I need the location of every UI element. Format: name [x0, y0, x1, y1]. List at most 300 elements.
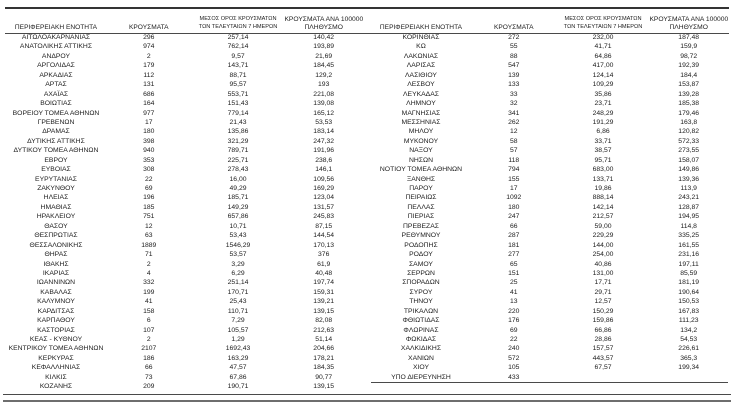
cell-cases: 13 [510, 298, 518, 306]
cell-cases: 17 [145, 118, 153, 126]
cell-cases: 66 [510, 222, 518, 230]
cell-avg7: 17,71 [594, 279, 612, 287]
cell-per100k: 139,08 [313, 100, 335, 108]
table-row [6, 373, 363, 382]
cell-per100k: 82,08 [315, 317, 333, 325]
cell-cases: 151 [508, 269, 520, 277]
cell-avg7: 683,00 [592, 166, 614, 174]
table-row [371, 326, 728, 335]
cell-region: ΤΗΝΟΥ [409, 298, 433, 306]
table-row [371, 269, 728, 278]
cell-cases: 73 [145, 373, 153, 381]
bottom-horizontal-rule-2 [3, 400, 731, 402]
cell-region: ΔΡΑΜΑΣ [42, 128, 70, 136]
cell-region: ΧΑΛΚΙΔΙΚΗΣ [400, 345, 442, 353]
column-header-region: ΠΕΡΙΦΕΡΕΙΑΚΗ ΕΝΟΤΗΤΑ [379, 23, 463, 31]
cell-region: ΜΗΛΟΥ [408, 128, 434, 136]
cell-per100k: 231,16 [678, 251, 700, 259]
cell-cases: 63 [145, 232, 153, 240]
cell-avg7: 23,71 [594, 100, 612, 108]
cell-per100k: 185,38 [678, 100, 700, 108]
cell-avg7: 151,43 [227, 100, 249, 108]
cell-avg7: 131,00 [592, 269, 614, 277]
cell-per100k: 169,29 [313, 185, 335, 192]
table-row [371, 42, 728, 51]
cell-per100k: 51,14 [315, 336, 333, 343]
cell-avg7: 49,29 [229, 185, 247, 192]
cell-region: ΞΑΝΘΗΣ [406, 175, 436, 183]
cell-region: ΚΕΡΚΥΡΑΣ [38, 354, 74, 362]
cell-cases: 105 [508, 364, 520, 372]
cell-per100k: 572,33 [678, 137, 700, 145]
cell-cases: 41 [510, 288, 518, 296]
cell-avg7: 157,57 [592, 345, 614, 353]
cell-avg7: 110,71 [227, 307, 249, 315]
cell-per100k: 53,53 [315, 118, 333, 126]
table-row [371, 109, 728, 118]
cell-per100k: 54,53 [680, 336, 698, 343]
cell-per100k: 204,66 [313, 345, 335, 353]
table-row [6, 307, 363, 316]
column-header-avg7-line2: ΤΩΝ ΤΕΛΕΥΤΑΙΩΝ 7 ΗΜΕΡΩΝ [198, 23, 278, 30]
cell-per100k: 128,87 [678, 203, 700, 211]
cell-cases: 308 [143, 166, 155, 174]
cell-avg7: 10,71 [229, 222, 247, 230]
cell-avg7: 53,57 [229, 251, 247, 259]
column-header-per100k-line2: ΠΛΗΘΥΣΜΟ [669, 23, 708, 31]
cell-cases: 88 [510, 52, 518, 60]
cell-avg7: 12,57 [594, 298, 612, 306]
cell-per100k: 181,19 [678, 279, 700, 287]
table-row [6, 260, 363, 269]
cell-per100k: 113,9 [680, 185, 697, 192]
cell-avg7: 144,00 [592, 241, 614, 249]
cell-region: ΓΡΕΒΕΝΩΝ [37, 118, 75, 126]
cell-region: ΦΩΚΙΔΑΣ [405, 336, 437, 343]
cell-cases: 180 [143, 128, 155, 136]
table-row [371, 156, 728, 165]
cell-per100k: 190,64 [678, 288, 700, 296]
cell-cases: 55 [510, 43, 518, 51]
cell-cases: 398 [143, 137, 155, 145]
column-header-cases: ΚΡΟΥΣΜΑΤΑ [129, 23, 169, 31]
column-header-avg7 [192, 16, 285, 33]
cell-region: ΚΑΒΑΛΑΣ [40, 288, 72, 296]
cell-region: ΠΡΕΒΕΖΑΣ [403, 222, 439, 230]
cell-region: ΘΕΣΣΑΛΟΝΙΚΗΣ [29, 241, 83, 249]
cell-avg7: 67,57 [594, 364, 612, 372]
cell-per100k: 131,57 [313, 203, 335, 211]
cell-avg7: 95,71 [594, 156, 612, 164]
table-row [371, 212, 728, 221]
table-row [371, 278, 728, 287]
column-header-per100k-line2: ΠΛΗΘΥΣΜΟ [304, 23, 343, 31]
cell-avg7: 225,71 [227, 156, 249, 164]
regional-units-table-right [371, 10, 728, 383]
table-row [6, 335, 363, 344]
cell-avg7: 124,14 [592, 71, 614, 79]
cell-avg7: 66,86 [594, 326, 612, 334]
cell-region: ΠΑΡΟΥ [409, 185, 433, 192]
table-row [6, 71, 363, 80]
cell-region: ΣΥΡΟΥ [409, 288, 433, 296]
cell-per100k: 183,14 [313, 128, 335, 136]
cell-cases: 155 [508, 175, 520, 183]
table-row [371, 61, 728, 70]
table-row [6, 90, 363, 99]
cell-per100k: 194,95 [678, 213, 700, 221]
cell-cases: 940 [143, 147, 155, 155]
cell-cases: 247 [508, 213, 520, 221]
table-row [6, 61, 363, 70]
cell-avg7: 232,00 [592, 34, 614, 41]
cell-per100k: 376 [318, 251, 330, 259]
cell-avg7: 321,29 [227, 137, 249, 145]
table-row [371, 52, 728, 61]
cell-per100k: 221,08 [313, 90, 335, 98]
table-row [371, 90, 728, 99]
cell-region: ΣΑΜΟΥ [408, 260, 433, 268]
cell-region: ΖΑΚΥΝΘΟΥ [37, 185, 75, 192]
cell-region: ΕΥΒΟΙΑΣ [41, 166, 71, 174]
cell-cases: 112 [143, 71, 155, 79]
cell-cases: 176 [508, 317, 520, 325]
cell-cases: 572 [508, 354, 520, 362]
cell-region: ΕΒΡΟΥ [44, 156, 68, 164]
table-row [371, 288, 728, 297]
table-row [371, 316, 728, 325]
cell-region: ΠΙΕΡΙΑΣ [407, 213, 435, 221]
cell-region: ΘΗΡΑΣ [44, 251, 68, 259]
cell-cases: 66 [145, 364, 153, 372]
column-header-per100k [649, 16, 728, 33]
cell-avg7 [557, 373, 650, 382]
cell-cases: 977 [143, 109, 155, 117]
cell-cases: 1889 [141, 241, 157, 249]
cell-avg7: 417,00 [592, 62, 614, 70]
cell-region: ΗΛΕΙΑΣ [43, 194, 69, 202]
cell-cases: 181 [508, 241, 520, 249]
cell-avg7: 170,71 [227, 288, 249, 296]
cell-region: ΚΑΛΥΜΝΟΥ [37, 298, 75, 306]
cell-avg7: 1,29 [231, 336, 245, 343]
cell-avg7: 9,57 [231, 52, 245, 60]
cell-cases: 6 [146, 317, 151, 325]
table-row [371, 99, 728, 108]
cell-cases: 32 [510, 100, 518, 108]
cell-avg7: 133,71 [592, 175, 614, 183]
cell-avg7: 109,29 [592, 81, 614, 89]
cell-cases: 199 [143, 288, 155, 296]
table-row [371, 344, 728, 353]
cell-per100k: 193,89 [313, 43, 335, 51]
cell-avg7: 41,71 [594, 43, 612, 51]
cell-region: ΦΘΙΩΤΙΔΑΣ [402, 317, 440, 325]
cell-avg7: 25,43 [229, 298, 247, 306]
cell-per100k: 191,96 [313, 147, 335, 155]
table-row [371, 146, 728, 155]
table-row [6, 316, 363, 325]
table-row [371, 335, 728, 344]
table-row [371, 354, 728, 363]
cell-avg7: 251,14 [227, 279, 249, 287]
cell-avg7: 33,71 [594, 137, 612, 145]
cell-cases: 133 [508, 81, 520, 89]
cell-per100k [649, 373, 728, 382]
cell-region: ΣΕΡΡΩΝ [407, 269, 435, 277]
cell-region: ΠΕΛΛΑΣ [407, 203, 435, 211]
table-row [6, 165, 363, 174]
table-row [6, 382, 363, 391]
table-row [6, 231, 363, 240]
cell-cases: 272 [508, 34, 520, 41]
cell-per100k: 226,61 [678, 345, 700, 353]
cell-per100k: 149,86 [678, 166, 700, 174]
cell-avg7: 64,86 [594, 52, 612, 60]
table-row [371, 260, 728, 269]
cell-per100k: 139,15 [313, 383, 335, 391]
cell-per100k: 111,23 [678, 317, 699, 325]
cell-region: ΡΟΔΟΥ [409, 251, 433, 259]
cell-region: ΣΠΟΡΑΔΩΝ [402, 279, 440, 287]
column-header-per100k [284, 16, 363, 33]
cell-region: ΚΩ [416, 43, 426, 51]
cell-per100k: 61,9 [317, 260, 331, 268]
table-row [371, 297, 728, 306]
cell-avg7: 150,29 [592, 307, 614, 315]
cell-cases: 69 [510, 326, 518, 334]
cell-per100k: 197,74 [313, 279, 335, 287]
cell-region: ΛΕΥΚΑΔΑΣ [403, 90, 439, 98]
table-row [371, 373, 728, 382]
regional-units-table-left [6, 10, 363, 392]
table-row [6, 52, 363, 61]
table-row [371, 184, 728, 193]
cell-region: ΡΕΘΥΜΝΟΥ [401, 232, 441, 240]
table-row [371, 80, 728, 89]
cell-region: ΕΥΡΥΤΑΝΙΑΣ [35, 175, 77, 183]
column-header-avg7-line1: ΜΕΣΟΣ ΟΡΟΣ ΚΡΟΥΣΜΑΤΩΝ [199, 16, 277, 22]
column-header-per100k-line1: ΚΡΟΥΣΜΑΤΑ ΑΝΑ 100000 [649, 16, 729, 23]
cell-avg7: 191,29 [592, 118, 614, 126]
table-row [6, 363, 363, 372]
cell-region: ΑΝΔΡΟΥ [41, 52, 71, 60]
cell-per100k: 140,42 [313, 34, 335, 41]
cell-cases: 220 [508, 307, 520, 315]
table-row [6, 297, 363, 306]
cell-cases: 118 [508, 156, 520, 164]
cell-avg7: 59,00 [594, 222, 612, 230]
cell-cases: 262 [508, 118, 520, 126]
table-row [371, 193, 728, 202]
table-row [371, 307, 728, 316]
cell-cases: 25 [510, 279, 518, 287]
cell-cases: 158 [143, 307, 155, 315]
cell-region: ΝΑΞΟΥ [409, 147, 433, 155]
table-row [6, 193, 363, 202]
cell-per100k: 87,15 [315, 222, 333, 230]
cell-per100k: 158,07 [678, 156, 700, 164]
cell-cases: 22 [510, 336, 518, 343]
cell-cases: 131 [143, 81, 155, 89]
cell-region: ΒΟΙΩΤΙΑΣ [40, 100, 72, 108]
cell-per100k: 134,2 [680, 326, 698, 334]
cell-cases: 186 [143, 354, 155, 362]
cell-avg7: 254,00 [592, 251, 614, 259]
cell-per100k: 178,21 [313, 354, 335, 362]
cell-per100k: 197,11 [678, 260, 699, 268]
cell-cases: 179 [143, 62, 155, 70]
cell-avg7: 762,14 [227, 43, 249, 51]
cell-avg7: 143,71 [227, 62, 249, 70]
cell-avg7: 553,71 [227, 90, 249, 98]
column-header-avg7-line2: ΤΩΝ ΤΕΛΕΥΤΑΙΩΝ 7 ΗΜΕΡΩΝ [563, 23, 643, 30]
table-row [371, 203, 728, 212]
cell-region: ΔΥΤΙΚΟΥ ΤΟΜΕΑ ΑΘΗΝΩΝ [13, 147, 99, 155]
cell-region: ΛΗΜΝΟΥ [406, 100, 436, 108]
cell-per100k: 245,83 [313, 213, 335, 221]
cell-per100k: 139,28 [678, 90, 700, 98]
cell-per100k: 365,3 [680, 354, 698, 362]
cell-per100k: 123,04 [313, 194, 335, 202]
table-row [6, 203, 363, 212]
cell-avg7: 7,29 [231, 317, 245, 325]
cell-per100k: 21,69 [315, 52, 333, 60]
cell-avg7: 88,71 [229, 71, 247, 79]
cell-avg7: 53,43 [229, 232, 247, 240]
cell-region: ΝΗΣΩΝ [408, 156, 433, 164]
table-row [371, 231, 728, 240]
cell-cases: 751 [143, 213, 155, 221]
table-row [371, 127, 728, 136]
table-row [6, 175, 363, 184]
cell-per100k: 184,4 [680, 71, 698, 79]
cell-avg7: 38,57 [594, 147, 612, 155]
cell-cases: 341 [508, 109, 520, 117]
cell-region: ΛΑΚΩΝΙΑΣ [403, 52, 439, 60]
cell-per100k: 243,21 [678, 194, 700, 202]
cell-region: ΘΕΣΠΡΩΤΙΑΣ [34, 232, 78, 240]
table-row [6, 137, 363, 146]
cell-region: ΑΝΑΤΟΛΙΚΗΣ ΑΤΤΙΚΗΣ [19, 43, 93, 51]
cell-avg7: 3,29 [231, 260, 245, 268]
table-row [371, 137, 728, 146]
bottom-horizontal-rule-1 [3, 394, 731, 395]
cell-region: ΧΑΝΙΩΝ [408, 354, 434, 362]
table-row [6, 99, 363, 108]
cell-avg7: 159,86 [592, 317, 614, 325]
cell-per100k: 273,55 [678, 147, 700, 155]
cell-cases: 4 [146, 269, 151, 277]
cell-cases: 686 [143, 90, 155, 98]
cell-avg7: 229,29 [592, 232, 614, 240]
cell-avg7: 6,86 [596, 128, 610, 136]
cell-avg7: 278,43 [227, 166, 249, 174]
cell-avg7: 47,57 [229, 364, 247, 372]
cell-region: ΝΟΤΙΟΥ ΤΟΜΕΑ ΑΘΗΝΩΝ [379, 166, 463, 174]
cell-per100k: 153,87 [678, 81, 700, 89]
cell-per100k: 163,8 [680, 118, 698, 126]
cell-avg7: 142,14 [592, 203, 614, 211]
cell-cases: 17 [510, 185, 518, 192]
cell-region: ΜΑΓΝΗΣΙΑΣ [401, 109, 441, 117]
cell-per100k: 109,56 [313, 175, 335, 183]
table-body [371, 33, 728, 383]
cell-region: ΤΡΙΚΑΛΩΝ [403, 307, 439, 315]
table-row [6, 109, 363, 118]
cell-avg7: 21,43 [229, 118, 247, 126]
table-row [6, 42, 363, 51]
cell-region: ΚΕΦΑΛΛΗΝΙΑΣ [31, 364, 81, 372]
table-row [371, 241, 728, 250]
table-row [6, 241, 363, 250]
cell-cases: 41 [145, 298, 153, 306]
cell-region: ΚΟΖΑΝΗΣ [39, 383, 73, 391]
cell-cases: 240 [508, 345, 520, 353]
cell-region: ΚΑΣΤΟΡΙΑΣ [37, 326, 75, 334]
cell-avg7: 149,29 [227, 203, 249, 211]
cell-region: ΛΕΣΒΟΥ [407, 81, 435, 89]
cell-region: ΦΛΩΡΙΝΑΣ [403, 326, 439, 334]
cell-per100k: 199,34 [678, 364, 700, 372]
cell-per100k: 120,82 [678, 128, 700, 136]
table-row [371, 222, 728, 231]
table-row [6, 326, 363, 335]
cell-region: ΜΥΚΟΝΟΥ [403, 137, 439, 145]
cell-cases: 2107 [141, 345, 157, 353]
cell-cases: 209 [143, 383, 155, 391]
table-header [6, 10, 363, 33]
cell-avg7: 135,86 [227, 128, 249, 136]
table-row [6, 156, 363, 165]
cell-region: ΑΡΚΑΔΙΑΣ [39, 71, 73, 79]
table-row [371, 250, 728, 259]
cell-cases: 2 [146, 336, 151, 343]
cell-region: ΔΥΤΙΚΗΣ ΑΤΤΙΚΗΣ [27, 137, 85, 145]
cell-avg7: 443,57 [592, 354, 614, 362]
cell-avg7: 40,86 [594, 260, 612, 268]
table-row [371, 118, 728, 127]
cell-avg7: 212,57 [592, 213, 614, 221]
cell-per100k: 114,8 [680, 222, 697, 230]
cell-per100k: 170,13 [313, 241, 335, 249]
table-row [6, 146, 363, 155]
cell-cases: 974 [143, 43, 155, 51]
cell-avg7: 190,71 [227, 383, 249, 391]
cell-cases: 332 [143, 279, 155, 287]
table-body [6, 33, 363, 392]
table-row [6, 354, 363, 363]
column-header-avg7-line1: ΜΕΣΟΣ ΟΡΟΣ ΚΡΟΥΣΜΑΤΩΝ [564, 16, 642, 22]
table-row [6, 118, 363, 127]
cell-per100k: 238,6 [315, 156, 333, 164]
cell-avg7: 779,14 [227, 109, 249, 117]
cell-per100k: 144,54 [313, 232, 335, 240]
cell-per100k: 247,32 [313, 137, 335, 145]
cell-cases: 12 [145, 222, 153, 230]
cell-cases: 180 [508, 203, 520, 211]
cell-avg7: 1692,43 [225, 345, 251, 353]
cell-per100k: 212,63 [313, 326, 335, 334]
cell-cases: 547 [508, 62, 520, 70]
cell-per100k: 184,45 [313, 62, 335, 70]
cell-region: ΛΑΣΙΘΙΟΥ [405, 71, 437, 79]
cell-cases: 353 [143, 156, 155, 164]
cell-cases: 2 [146, 260, 151, 268]
cell-avg7: 789,71 [227, 147, 249, 155]
cell-per100k: 139,36 [678, 175, 700, 183]
cell-avg7: 95,57 [229, 81, 247, 89]
